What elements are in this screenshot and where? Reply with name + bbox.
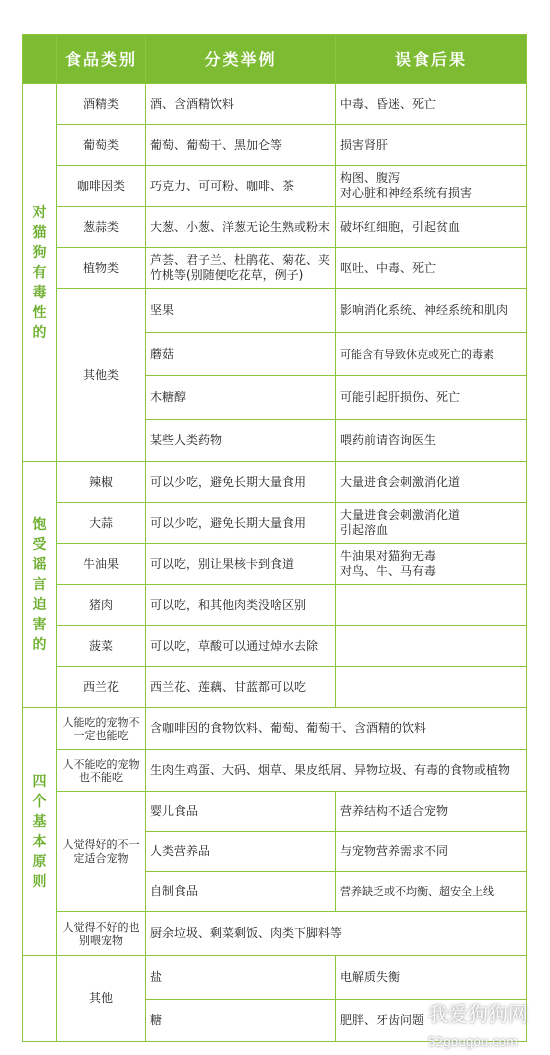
category-cell: 葱蒜类 <box>57 207 146 248</box>
table-row <box>23 166 527 207</box>
category-cell: 人觉得不好的也别喂宠物 <box>57 912 146 956</box>
consequence-cell: 中毒、昏迷、死亡 <box>336 84 527 125</box>
category-cell-other: 其他类 <box>57 289 146 462</box>
example-cell: 西兰花、莲藕、甘蓝都可以吃 <box>146 667 336 708</box>
header-consequence: 误食后果 <box>336 35 527 84</box>
consequence-cell: 破坏红细胞，引起贫血 <box>336 207 527 248</box>
principle-text-cell: 含咖啡因的食物饮料、葡萄、葡萄干、含酒精的饮料 <box>146 708 527 750</box>
table-row <box>23 503 527 544</box>
example-cell: 某些人类药物 <box>146 420 336 462</box>
table-row <box>23 544 527 585</box>
category-cell: 人觉得好的不一定适合宠物 <box>57 792 146 912</box>
consequence-cell: 影响消化系统、神经系统和肌肉 <box>336 289 527 333</box>
example-cell: 盐 <box>146 956 336 1000</box>
category-cell: 咖啡因类 <box>57 166 146 207</box>
table-row <box>23 708 527 750</box>
consequence-cell: 可能含有导致休克或死亡的毒素 <box>336 333 527 376</box>
category-cell: 人能吃的宠物不一定也能吃 <box>57 708 146 750</box>
consequence-cell: 牛油果对猫狗无毒 对鸟、牛、马有毒 <box>336 544 527 585</box>
consequence-cell: 大量进食会刺激消化道 引起溶血 <box>336 503 527 544</box>
watermark-main: 我爱狗狗网 <box>428 1002 528 1026</box>
consequence-cell: 呕吐、中毒、死亡 <box>336 248 527 289</box>
section-label-rumor: 饱受谣言迫害的 <box>23 462 57 708</box>
category-cell: 牛油果 <box>57 544 146 585</box>
consequence-cell <box>336 626 527 667</box>
consequence-cell <box>336 667 527 708</box>
category-cell: 葡萄类 <box>57 125 146 166</box>
header-row <box>23 35 527 84</box>
food-table-wrapper <box>22 34 526 1042</box>
watermark <box>428 998 528 1051</box>
table-row <box>23 462 527 503</box>
category-cell: 人不能吃的宠物也不能吃 <box>57 750 146 792</box>
consequence-cell: 电解质失衡 <box>336 956 527 1000</box>
category-cell: 辣椒 <box>57 462 146 503</box>
example-cell: 芦荟、君子兰、杜鹃花、菊花、夹竹桃等(别随便吃花草，例子) <box>146 248 336 289</box>
food-table <box>22 34 527 1042</box>
example-cell: 葡萄、葡萄干、黑加仑等 <box>146 125 336 166</box>
table-row <box>23 956 527 1000</box>
example-cell: 可以少吃，避免长期大量食用 <box>146 462 336 503</box>
example-cell: 自制食品 <box>146 872 336 912</box>
example-cell: 大葱、小葱、洋葱无论生熟或粉末 <box>146 207 336 248</box>
section-label-principles: 四个基本原则 <box>23 708 57 956</box>
example-cell: 可以吃，草酸可以通过焯水去除 <box>146 626 336 667</box>
table-row <box>23 585 527 626</box>
consequence-cell: 营养结构不适合宠物 <box>336 792 527 832</box>
category-cell: 菠菜 <box>57 626 146 667</box>
section-label-toxic: 对猫狗有毒性的 <box>23 84 57 462</box>
header-category: 食品类别 <box>57 35 146 84</box>
header-blank <box>23 35 57 84</box>
table-row <box>23 289 527 333</box>
example-cell: 可以吃，和其他肉类没啥区别 <box>146 585 336 626</box>
example-cell: 蘑菇 <box>146 333 336 376</box>
consequence-cell: 可能引起肝损伤、死亡 <box>336 376 527 420</box>
example-cell: 可以吃，别让果核卡到食道 <box>146 544 336 585</box>
consequence-cell: 损害肾肝 <box>336 125 527 166</box>
table-row <box>23 125 527 166</box>
consequence-cell: 喂药前请咨询医生 <box>336 420 527 462</box>
consequence-cell: 构图、腹泻 对心脏和神经系统有损害 <box>336 166 527 207</box>
example-cell: 婴儿食品 <box>146 792 336 832</box>
example-cell: 巧克力、可可粉、咖啡、茶 <box>146 166 336 207</box>
category-cell: 猪肉 <box>57 585 146 626</box>
example-cell: 可以少吃，避免长期大量食用 <box>146 503 336 544</box>
consequence-cell <box>336 585 527 626</box>
section-label-last <box>23 956 57 1042</box>
table-row <box>23 207 527 248</box>
table-row <box>23 248 527 289</box>
example-cell: 糖 <box>146 1000 336 1042</box>
table-row <box>23 912 527 956</box>
category-cell: 其他 <box>57 956 146 1042</box>
principle-text-cell: 厨余垃圾、剩菜剩饭、肉类下脚料等 <box>146 912 527 956</box>
table-row <box>23 626 527 667</box>
category-cell: 西兰花 <box>57 667 146 708</box>
watermark-sub: 52gougou.com <box>428 1035 518 1049</box>
consequence-cell: 大量进食会刺激消化道 <box>336 462 527 503</box>
principle-text-cell: 生肉生鸡蛋、大码、烟草、果皮纸屑、异物垃圾、有毒的食物或植物 <box>146 750 527 792</box>
example-cell: 酒、含酒精饮料 <box>146 84 336 125</box>
table-row <box>23 667 527 708</box>
example-cell: 人类营养品 <box>146 832 336 872</box>
consequence-cell: 与宠物营养需求不同 <box>336 832 527 872</box>
header-examples: 分类举例 <box>146 35 336 84</box>
example-cell: 木糖醇 <box>146 376 336 420</box>
table-row <box>23 792 527 832</box>
table-row <box>23 84 527 125</box>
example-cell: 坚果 <box>146 289 336 333</box>
category-cell: 植物类 <box>57 248 146 289</box>
category-cell: 酒精类 <box>57 84 146 125</box>
table-row <box>23 750 527 792</box>
category-cell: 大蒜 <box>57 503 146 544</box>
consequence-cell: 肥胖、牙齿问题 <box>336 1000 527 1042</box>
consequence-cell: 营养缺乏或不均衡、超安全上线 <box>336 872 527 912</box>
